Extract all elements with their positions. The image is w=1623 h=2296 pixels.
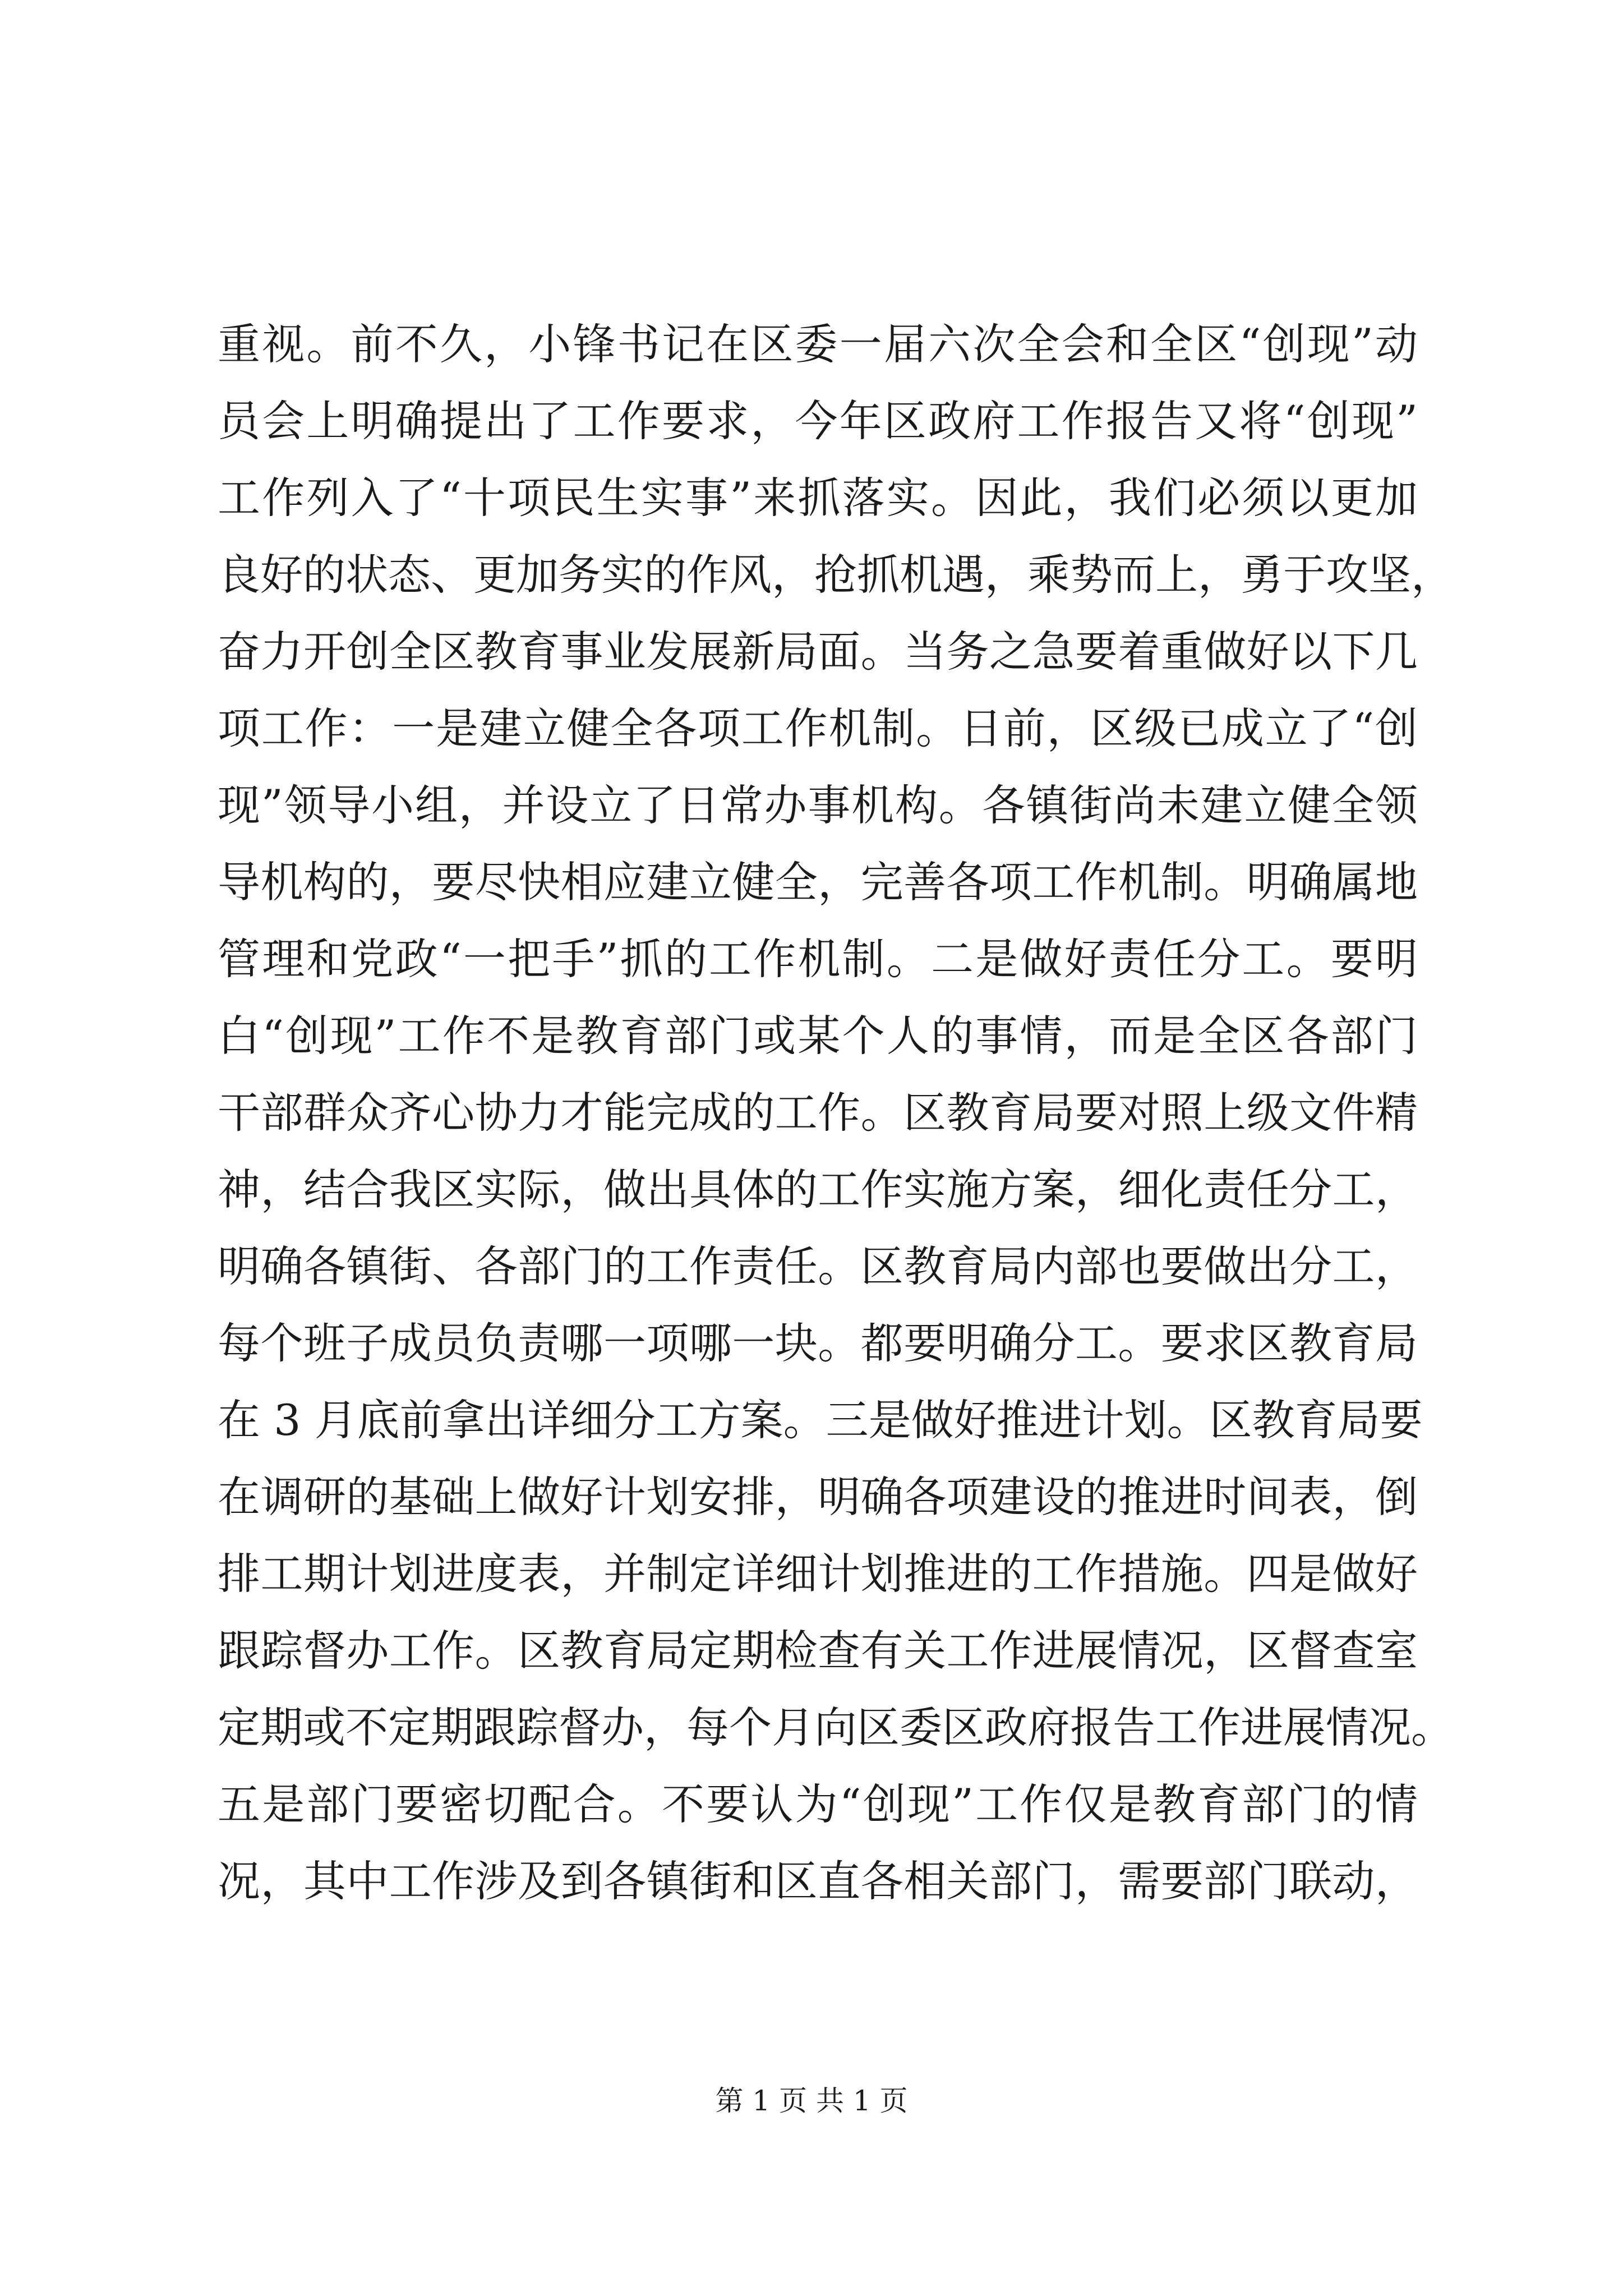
page-footer: 第 1 页 共 1 页 [715,2085,908,2117]
body-text [218,306,1454,1920]
text-line: 况，其中工作涉及到各镇街和区直各相关部门，需要部门联动， [218,1856,1418,1906]
text-line: 定期或不定期跟踪督办，每个月向区委区政府报告工作进展情况。 [218,1703,1454,1752]
text-line: 干部群众齐心协力才能完成的工作。区教育局要对照上级文件精 [218,1088,1418,1138]
text-line: 现”领导小组，并设立了日常办事机构。各镇街尚未建立健全领 [218,780,1418,830]
text-line: 员会上明确提出了工作要求，今年区政府工作报告又将“创现” [218,396,1418,446]
text-line: 五是部门要密切配合。不要认为“创现”工作仅是教育部门的情 [218,1779,1418,1829]
text-line: 奋力开创全区教育事业发展新局面。当务之急要着重做好以下几 [218,627,1418,677]
text-line: 导机构的，要尽快相应建立健全，完善各项工作机制。明确属地 [218,857,1418,907]
text-line: 白“创现”工作不是教育部门或某个人的事情，而是全区各部门 [218,1011,1418,1061]
text-line: 跟踪督办工作。区教育局定期检查有关工作进展情况，区督查室 [218,1626,1418,1676]
text-line: 神，结合我区实际，做出具体的工作实施方案，细化责任分工， [218,1165,1418,1214]
text-line: 在调研的基础上做好计划安排，明确各项建设的推进时间表，倒 [218,1472,1418,1522]
text-line: 项工作：一是建立健全各项工作机制。日前，区级已成立了“创 [218,703,1418,753]
text-line: 工作列入了“十项民生实事”来抓落实。因此，我们必须以更加 [218,473,1418,523]
text-line: 排工期计划进度表，并制定详细计划推进的工作措施。四是做好 [218,1549,1418,1599]
text-line: 良好的状态、更加务实的作风，抢抓机遇，乘势而上，勇于攻坚， [218,550,1454,600]
text-line: 在 3 月底前拿出详细分工方案。三是做好推进计划。区教育局要 [218,1395,1423,1445]
text-line: 每个班子成员负责哪一项哪一块。都要明确分工。要求区教育局 [218,1318,1418,1368]
text-line: 重视。前不久，小锋书记在区委一届六次全会和全区“创现”动 [218,319,1418,369]
text-line: 明确各镇街、各部门的工作责任。区教育局内部也要做出分工， [218,1241,1418,1291]
text-line: 管理和党政“一把手”抓的工作机制。二是做好责任分工。要明 [218,934,1418,984]
